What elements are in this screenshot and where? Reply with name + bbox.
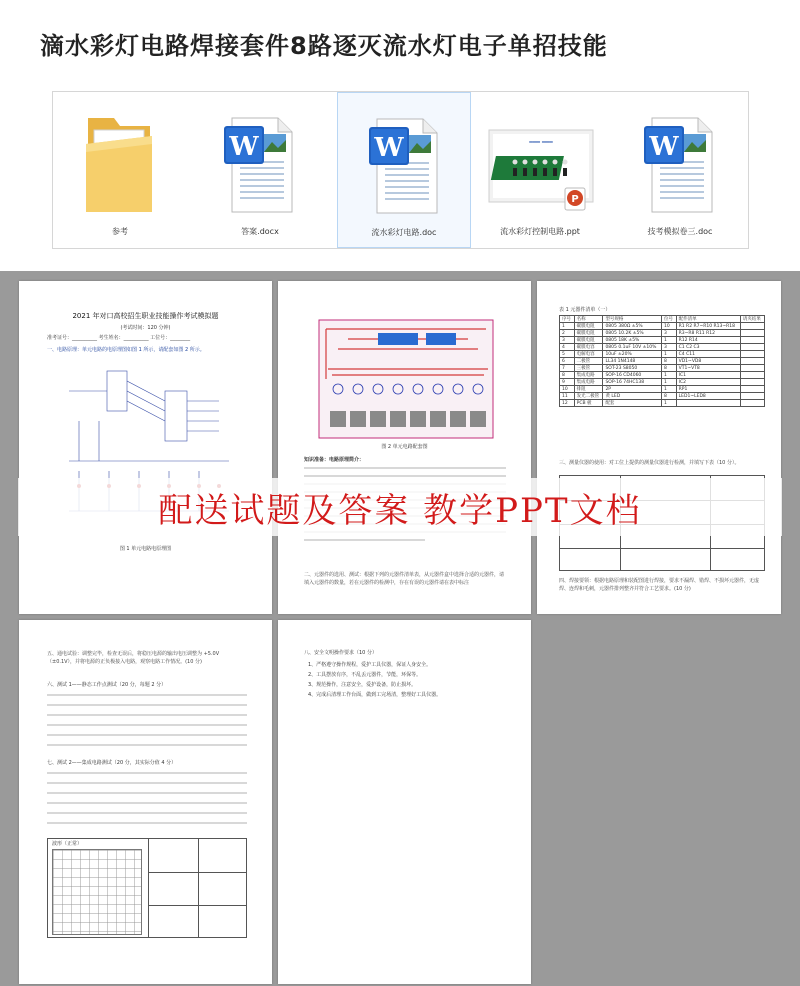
file-item-reference-folder[interactable] bbox=[53, 92, 187, 248]
table-cell: 8 bbox=[560, 372, 575, 379]
table-cell: 8 bbox=[661, 358, 676, 365]
table-cell: RP1 bbox=[676, 386, 740, 393]
table-row bbox=[560, 344, 765, 351]
table-cell: 电解电容 bbox=[574, 351, 603, 358]
table-cell: 配套 bbox=[603, 400, 662, 407]
pcb-layout-diagram bbox=[318, 319, 494, 439]
table-cell: 0805 10.2K ±5% bbox=[603, 330, 662, 337]
table-cell bbox=[740, 330, 764, 337]
doc-page-2 bbox=[278, 281, 531, 614]
table-cell: 10 bbox=[560, 386, 575, 393]
doc-page-4 bbox=[19, 620, 272, 984]
table-cell: 集成电路 bbox=[574, 379, 603, 386]
doc-page-3 bbox=[537, 281, 781, 614]
table-header-cell: 名称 bbox=[574, 316, 603, 323]
section-heading: 知识准备：电路原理简介： bbox=[304, 457, 365, 463]
table-header-cell: 序号 bbox=[560, 316, 575, 323]
exam-fields: 准考证号：__________ 考生姓名：__________ 工位号：________ bbox=[47, 335, 191, 341]
figure-caption: 图 1 单元电路电原理图 bbox=[119, 546, 172, 552]
table-cell: 5 bbox=[560, 351, 575, 358]
file-label: 流水彩灯控制电路.ppt bbox=[500, 227, 580, 236]
table-cell: LED1~LED8 bbox=[676, 393, 740, 400]
table-cell: SOP-16 CD4060 bbox=[603, 372, 662, 379]
file-item-circuit-ppt[interactable] bbox=[473, 92, 607, 248]
grid-label: 波形（正常） bbox=[52, 841, 83, 847]
file-label: 参考 bbox=[112, 227, 128, 236]
table-cell: 2P bbox=[603, 386, 662, 393]
list-item: 3、规范操作，注意安全，爱护设备，防止损坏。 bbox=[308, 682, 417, 688]
table-cell: 2 bbox=[560, 330, 575, 337]
table-cell: 二极管 bbox=[574, 358, 603, 365]
text-block bbox=[47, 694, 247, 754]
table-cell: 0805 0.1uF 10V ±10% bbox=[603, 344, 662, 351]
table-row bbox=[560, 351, 765, 358]
table-cell bbox=[740, 351, 764, 358]
table-cell: 0805 380Ω ±5% bbox=[603, 323, 662, 330]
table-cell: 7 bbox=[560, 365, 575, 372]
page-title: 滴水彩灯电路焊接套件8路逐灭流水灯电子单招技能 bbox=[40, 32, 608, 60]
exam-subtitle: (考试时间：120 分钟) bbox=[120, 325, 171, 331]
table-cell bbox=[676, 400, 740, 407]
table-header-cell: 请夹结果 bbox=[740, 316, 764, 323]
waveform-grid-table bbox=[47, 838, 247, 938]
table-cell: IC2 bbox=[676, 379, 740, 386]
table-cell bbox=[740, 400, 764, 407]
word-doc-icon bbox=[220, 104, 300, 216]
table-cell: R12 R14 bbox=[676, 337, 740, 344]
table-cell bbox=[740, 372, 764, 379]
table-row bbox=[560, 330, 765, 337]
table-cell: 1 bbox=[661, 400, 676, 407]
table-cell: 8 bbox=[661, 393, 676, 400]
table-cell bbox=[740, 344, 764, 351]
word-doc-icon bbox=[365, 105, 445, 217]
table-row bbox=[560, 393, 765, 400]
table-cell: SOP-16 74HC138 bbox=[603, 379, 662, 386]
table-header-cell: 位号 bbox=[661, 316, 676, 323]
file-label: 技考模拟卷三.doc bbox=[647, 227, 713, 236]
table-cell: VT1~VT8 bbox=[676, 365, 740, 372]
table-cell: R1 R2 R7~R10 R13~R18 bbox=[676, 323, 740, 330]
list-item: 1、严格遵守操作规程，爱护工具仪器，保证人身安全。 bbox=[308, 662, 432, 668]
table-cell: 碳膜电阻 bbox=[574, 337, 603, 344]
table-cell bbox=[740, 323, 764, 330]
svg-text:W: W bbox=[229, 132, 259, 162]
table-row bbox=[560, 379, 765, 386]
powerpoint-file-icon bbox=[485, 104, 597, 216]
table-cell: 3 bbox=[661, 330, 676, 337]
doc-page-5 bbox=[278, 620, 531, 984]
waveform-grid bbox=[52, 849, 142, 935]
table-row bbox=[560, 337, 765, 344]
table-cell: 3 bbox=[560, 337, 575, 344]
table-cell: 1 bbox=[560, 323, 575, 330]
table-header-cell: 型号规格 bbox=[603, 316, 662, 323]
table-cell: 12 bbox=[560, 400, 575, 407]
word-doc-icon bbox=[640, 104, 720, 216]
figure-caption: 图 2 单元电路配套图 bbox=[381, 444, 428, 450]
list-item: 4、完成后清理工作台面，做到工完场清，整理好工具仪器。 bbox=[308, 692, 442, 698]
component-table bbox=[559, 315, 765, 407]
table-row bbox=[560, 358, 765, 365]
table-cell: 1 bbox=[661, 379, 676, 386]
table-cell: C4 C11 bbox=[676, 351, 740, 358]
table-row bbox=[560, 365, 765, 372]
table-cell: 排阻 bbox=[574, 386, 603, 393]
table-cell: 1 bbox=[661, 372, 676, 379]
table-row bbox=[560, 372, 765, 379]
table-row bbox=[560, 386, 765, 393]
table-title: 表 1 元器件清单（一） bbox=[559, 307, 611, 313]
file-item-circuit-doc[interactable] bbox=[337, 92, 471, 248]
table-row bbox=[560, 323, 765, 330]
folder-icon bbox=[80, 104, 160, 216]
svg-text:W: W bbox=[374, 133, 404, 163]
table-cell: 1 bbox=[661, 386, 676, 393]
table-cell: 9 bbox=[560, 379, 575, 386]
list-item: 2、工具摆放有序，不乱丢元器件，节能，环保等。 bbox=[308, 672, 422, 678]
svg-text:W: W bbox=[649, 132, 679, 162]
section-heading: 六、测试 1——静态工作点测试（20 分，每题 2 分） bbox=[47, 682, 167, 688]
table-cell bbox=[740, 379, 764, 386]
section-heading: 二、元器件的选用、测试：根据下列的元器件清单表，从元器件盒中选择合适的元器件，请填入元器件的数量，若在元器件的检测中，存在有误的元器件请在表中标注 bbox=[304, 572, 505, 586]
table-cell: 1 bbox=[661, 351, 676, 358]
section-heading: 四、焊接要领：根据电路原理和装配图进行焊接，要求不漏焊、错焊、不损坏元器件，无虚焊、连焊和毛刺，元器件排列整齐并符合工艺要求。(10 分) bbox=[559, 578, 760, 592]
table-cell: 黄 LED bbox=[603, 393, 662, 400]
table-cell: 碳膜电阻 bbox=[574, 330, 603, 337]
exam-title: 2021 年对口高校招生职业技能操作考试模拟题 bbox=[72, 312, 219, 320]
table-cell: LL34 1N4148 bbox=[603, 358, 662, 365]
file-explorer-panel bbox=[52, 91, 749, 249]
table-cell: 11 bbox=[560, 393, 575, 400]
promo-watermark-banner: 配送试题及答案 教学PPT文档 bbox=[18, 478, 782, 536]
table-cell: 0805 18K ±5% bbox=[603, 337, 662, 344]
table-cell: 集成电路 bbox=[574, 372, 603, 379]
section-heading: 八、安全文明操作要求（10 分） bbox=[304, 650, 377, 656]
text-block bbox=[47, 772, 247, 832]
section-heading: 三、测量仪器的使用：对工位上提供的测量仪器进行检测，并填写下表（10 分）。 bbox=[559, 460, 740, 466]
section-heading: 一、电路原理：单元电路的电原理图如图 1 所示，请配套如图 2 所示。 bbox=[47, 347, 205, 353]
table-cell bbox=[740, 365, 764, 372]
table-cell: IC1 bbox=[676, 372, 740, 379]
table-cell bbox=[740, 358, 764, 365]
table-cell: 10 bbox=[661, 323, 676, 330]
table-cell: 10uF ±20% bbox=[603, 351, 662, 358]
table-cell: 1 bbox=[661, 337, 676, 344]
table-cell: C1 C2 C3 bbox=[676, 344, 740, 351]
doc-page-1 bbox=[19, 281, 272, 614]
table-cell: R3~R8 R11 R12 bbox=[676, 330, 740, 337]
table-cell: 4 bbox=[560, 344, 575, 351]
file-item-answer-docx[interactable] bbox=[193, 92, 327, 248]
table-cell: 6 bbox=[560, 358, 575, 365]
table-header-row bbox=[560, 316, 765, 323]
table-cell: SOT-23 S8050 bbox=[603, 365, 662, 372]
table-cell: VD1~VD8 bbox=[676, 358, 740, 365]
section-heading: 五、通电试验：调整完毕，检查无误后，将稳压电源的输出电压调整为 +5.0V（±0.1V），并将电源的正负极接入电路，观察电路工作情况。(10 分) bbox=[47, 651, 220, 665]
table-cell bbox=[740, 337, 764, 344]
file-label: 答案.docx bbox=[241, 227, 279, 236]
table-cell: 碳膜电阻 bbox=[574, 323, 603, 330]
table-cell: PCB 板 bbox=[574, 400, 603, 407]
table-cell: 碳膜电容 bbox=[574, 344, 603, 351]
svg-text:P: P bbox=[571, 194, 579, 205]
file-item-mock-exam-doc[interactable] bbox=[613, 92, 747, 248]
svg-text:━━━ ━━━: ━━━ ━━━ bbox=[529, 139, 553, 146]
table-cell bbox=[740, 393, 764, 400]
table-cell bbox=[740, 386, 764, 393]
file-label: 流水彩灯电路.doc bbox=[371, 228, 437, 237]
table-header-cell: 配件清单 bbox=[676, 316, 740, 323]
table-cell: 发光二极管 bbox=[574, 393, 603, 400]
table-cell: 8 bbox=[661, 365, 676, 372]
table-row bbox=[560, 400, 765, 407]
section-heading: 七、测试 2——集成电路测试（20 分，其实际分值 4 分） bbox=[47, 760, 177, 766]
table-cell: 3 bbox=[661, 344, 676, 351]
table-cell: 三极管 bbox=[574, 365, 603, 372]
